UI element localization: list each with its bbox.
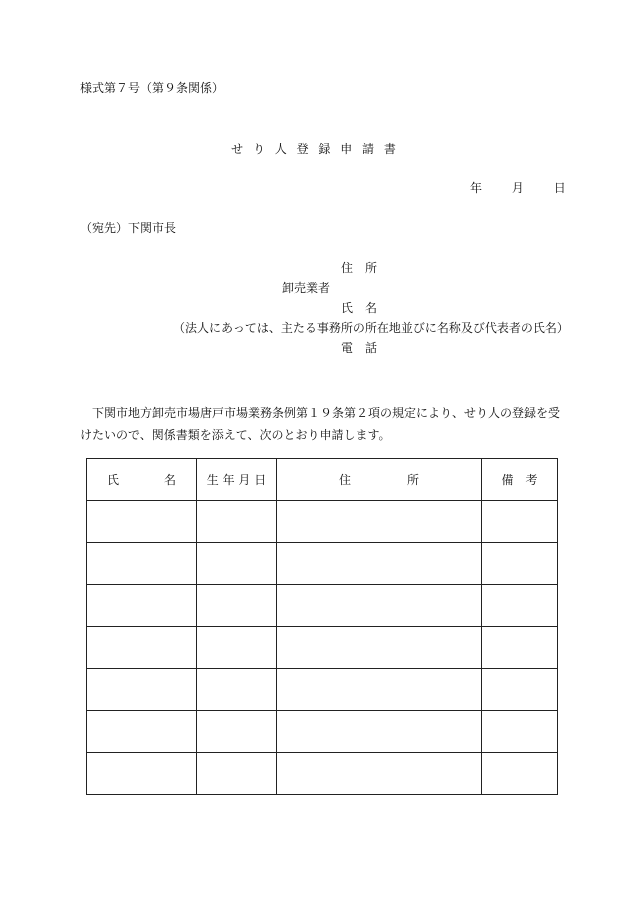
date-day: 日 — [553, 181, 566, 195]
cell-birthdate[interactable] — [197, 753, 277, 795]
cell-address[interactable] — [277, 585, 482, 627]
cell-birthdate[interactable] — [197, 585, 277, 627]
date-month: 月 — [511, 181, 524, 195]
cell-name[interactable] — [87, 543, 197, 585]
header-remarks — [482, 459, 558, 501]
cell-name[interactable] — [87, 501, 197, 543]
table-row — [87, 711, 558, 753]
cell-remarks[interactable] — [482, 711, 558, 753]
header-address — [277, 459, 482, 501]
cell-birthdate[interactable] — [197, 711, 277, 753]
table-row — [87, 543, 558, 585]
cell-address[interactable] — [277, 543, 482, 585]
header-name-left: 氏 — [107, 473, 120, 487]
cell-birthdate[interactable] — [197, 627, 277, 669]
cell-name[interactable] — [87, 585, 197, 627]
cell-address[interactable] — [277, 711, 482, 753]
cell-birthdate[interactable] — [197, 543, 277, 585]
cell-address[interactable] — [277, 627, 482, 669]
table-row — [87, 501, 558, 543]
cell-name[interactable] — [87, 711, 197, 753]
cell-remarks[interactable] — [482, 627, 558, 669]
addressee: （宛先）下関市長 — [80, 221, 177, 235]
header-birthdate — [197, 459, 277, 501]
header-birthdate-label: 生 年 月 日 — [206, 473, 267, 487]
cell-remarks[interactable] — [482, 501, 558, 543]
form-number: 様式第７号（第９条関係） — [80, 81, 225, 95]
cell-name[interactable] — [87, 753, 197, 795]
header-name — [87, 459, 197, 501]
document-title: せ り 人 登 録 申 請 書 — [231, 142, 399, 156]
cell-name[interactable] — [87, 627, 197, 669]
cell-remarks[interactable] — [482, 543, 558, 585]
cell-remarks[interactable] — [482, 669, 558, 711]
cell-address[interactable] — [277, 501, 482, 543]
applicant-wholesaler-label: 卸売業者 — [282, 281, 331, 295]
table-row — [87, 669, 558, 711]
registrant-table — [86, 458, 558, 795]
header-remarks-label: 備 考 — [501, 473, 538, 487]
cell-address[interactable] — [277, 669, 482, 711]
table-row — [87, 585, 558, 627]
application-body-text: 下関市地方卸売市場唐戸市場業務条例第１９条第２項の規定により、せり人の登録を受けたいので、関係書類を添えて、次のとおり申請します。 — [80, 406, 561, 442]
header-address-left: 住 — [339, 473, 352, 487]
table-row — [87, 753, 558, 795]
table-row — [87, 627, 558, 669]
applicant-name-label: 氏 名 — [341, 301, 378, 315]
cell-address[interactable] — [277, 753, 482, 795]
date-year: 年 — [470, 181, 483, 195]
date-line — [470, 182, 566, 194]
cell-birthdate[interactable] — [197, 669, 277, 711]
cell-birthdate[interactable] — [197, 501, 277, 543]
header-name-right: 名 — [163, 473, 176, 487]
corporate-note: （法人にあっては、主たる事務所の所在地並びに名称及び代表者の氏名） — [173, 321, 569, 335]
header-address-right: 所 — [406, 473, 419, 487]
cell-remarks[interactable] — [482, 753, 558, 795]
applicant-address-label: 住 所 — [341, 261, 378, 275]
applicant-phone-label: 電 話 — [341, 341, 378, 355]
table-header-row — [87, 459, 558, 501]
cell-remarks[interactable] — [482, 585, 558, 627]
cell-name[interactable] — [87, 669, 197, 711]
